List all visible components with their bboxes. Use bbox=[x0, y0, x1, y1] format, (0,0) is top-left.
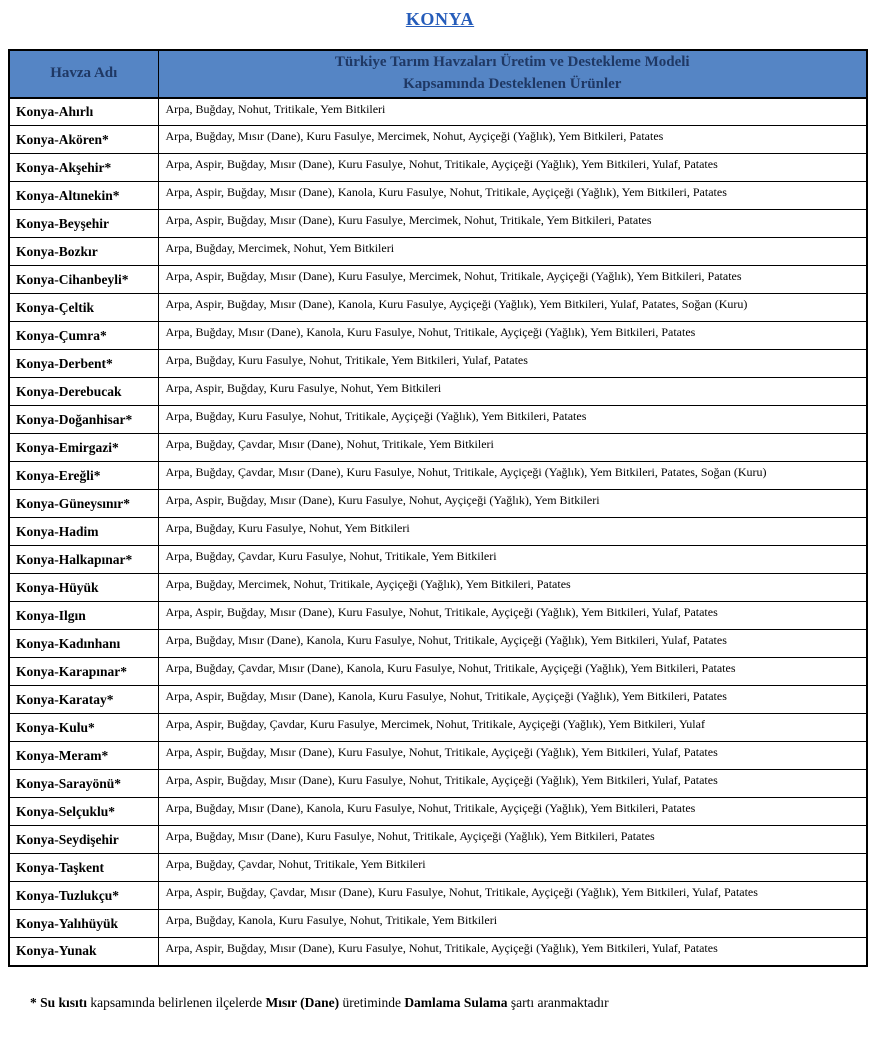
table-row bbox=[9, 686, 867, 714]
footnote-segment: kapsamında belirlenen ilçelerde bbox=[87, 994, 266, 1010]
table-row bbox=[9, 714, 867, 742]
table-row bbox=[9, 882, 867, 910]
supported-products: Arpa, Buğday, Mısır (Dane), Kanola, Kuru Fasulye, Nohut, Tritikale, Ayçiçeği (Yağlık), Yem Bitkileri, Yulaf, Patates bbox=[158, 630, 867, 658]
table-row bbox=[9, 210, 867, 238]
basin-name: Konya-Karapınar* bbox=[9, 658, 158, 686]
table-row bbox=[9, 378, 867, 406]
table-row bbox=[9, 126, 867, 154]
table-row bbox=[9, 546, 867, 574]
table-row bbox=[9, 826, 867, 854]
table-row bbox=[9, 266, 867, 294]
column-header-supported-products bbox=[158, 50, 867, 98]
column-header-basin-name: Havza Adı bbox=[9, 50, 158, 98]
basin-name: Konya-Emirgazi* bbox=[9, 434, 158, 462]
table-row bbox=[9, 434, 867, 462]
basin-name: Konya-Bozkır bbox=[9, 238, 158, 266]
basin-name: Konya-Ilgın bbox=[9, 602, 158, 630]
supported-products: Arpa, Buğday, Çavdar, Kuru Fasulye, Nohut, Tritikale, Yem Bitkileri bbox=[158, 546, 867, 574]
basin-name: Konya-Cihanbeyli* bbox=[9, 266, 158, 294]
table-row bbox=[9, 462, 867, 490]
table-row bbox=[9, 182, 867, 210]
basin-name: Konya-Derebucak bbox=[9, 378, 158, 406]
table-row bbox=[9, 770, 867, 798]
table-row bbox=[9, 406, 867, 434]
supported-products: Arpa, Buğday, Kuru Fasulye, Nohut, Tritikale, Yem Bitkileri, Yulaf, Patates bbox=[158, 350, 867, 378]
basin-name: Konya-Doğanhisar* bbox=[9, 406, 158, 434]
supported-products: Arpa, Aspir, Buğday, Mısır (Dane), Kuru Fasulye, Nohut, Tritikale, Ayçiçeği (Yağlık), Yem Bitkileri, Yulaf, Patates bbox=[158, 742, 867, 770]
table-row bbox=[9, 490, 867, 518]
table-row bbox=[9, 154, 867, 182]
supported-products: Arpa, Buğday, Çavdar, Mısır (Dane), Nohut, Tritikale, Yem Bitkileri bbox=[158, 434, 867, 462]
header-products-line2: Kapsamında Desteklenen Ürünler bbox=[403, 75, 622, 92]
table-row bbox=[9, 742, 867, 770]
supported-products: Arpa, Aspir, Buğday, Mısır (Dane), Kuru Fasulye, Nohut, Ayçiçeği (Yağlık), Yem Bitkileri bbox=[158, 490, 867, 518]
basin-name: Konya-Kadınhanı bbox=[9, 630, 158, 658]
page-title bbox=[0, 0, 880, 30]
basin-name: Konya-Beyşehir bbox=[9, 210, 158, 238]
basin-name: Konya-Altınekin* bbox=[9, 182, 158, 210]
province-title-link[interactable]: KONYA bbox=[405, 9, 475, 29]
supported-products: Arpa, Buğday, Mısır (Dane), Kuru Fasulye, Mercimek, Nohut, Ayçiçeği (Yağlık), Yem Bitkileri, Patates bbox=[158, 126, 867, 154]
basin-name: Konya-Taşkent bbox=[9, 854, 158, 882]
supported-products: Arpa, Aspir, Buğday, Çavdar, Mısır (Dane), Kuru Fasulye, Nohut, Tritikale, Ayçiçeği (Yağlık), Yem Bitkileri, Yulaf, Patates bbox=[158, 882, 867, 910]
basin-name: Konya-Tuzlukçu* bbox=[9, 882, 158, 910]
table-row bbox=[9, 630, 867, 658]
basin-name: Konya-Yunak bbox=[9, 938, 158, 966]
table-row bbox=[9, 658, 867, 686]
table-row bbox=[9, 322, 867, 350]
supported-products: Arpa, Buğday, Mercimek, Nohut, Yem Bitkileri bbox=[158, 238, 867, 266]
supported-products: Arpa, Buğday, Mercimek, Nohut, Tritikale, Ayçiçeği (Yağlık), Yem Bitkileri, Patates bbox=[158, 574, 867, 602]
basin-name: Konya-Derbent* bbox=[9, 350, 158, 378]
table-row bbox=[9, 854, 867, 882]
footnote-segment: üretiminde bbox=[339, 994, 405, 1010]
footnote-bold-segment: Damlama Sulama bbox=[404, 994, 508, 1010]
supported-products: Arpa, Aspir, Buğday, Mısır (Dane), Kanola, Kuru Fasulye, Ayçiçeği (Yağlık), Yem Bitkileri, Yulaf, Patates, Soğan (Kuru) bbox=[158, 294, 867, 322]
header-row bbox=[9, 50, 867, 98]
supported-products: Arpa, Buğday, Mısır (Dane), Kuru Fasulye, Nohut, Tritikale, Ayçiçeği (Yağlık), Yem Bitkileri, Patates bbox=[158, 826, 867, 854]
basin-name: Konya-Sarayönü* bbox=[9, 770, 158, 798]
basin-name: Konya-Karatay* bbox=[9, 686, 158, 714]
table-row bbox=[9, 350, 867, 378]
table-row bbox=[9, 294, 867, 322]
supported-products: Arpa, Buğday, Mısır (Dane), Kanola, Kuru Fasulye, Nohut, Tritikale, Ayçiçeği (Yağlık), Yem Bitkileri, Patates bbox=[158, 322, 867, 350]
supported-products: Arpa, Buğday, Çavdar, Mısır (Dane), Kanola, Kuru Fasulye, Nohut, Tritikale, Ayçiçeği (Yağlık), Yem Bitkileri, Patates bbox=[158, 658, 867, 686]
basin-name: Konya-Hüyük bbox=[9, 574, 158, 602]
footnote-bold-segment: * Su kısıtı bbox=[30, 994, 88, 1010]
table-row bbox=[9, 574, 867, 602]
basin-name: Konya-Selçuklu* bbox=[9, 798, 158, 826]
basin-name: Konya-Seydişehir bbox=[9, 826, 158, 854]
basin-name: Konya-Yalıhüyük bbox=[9, 910, 158, 938]
header-products-line1: Türkiye Tarım Havzaları Üretim ve Destekleme Modeli bbox=[334, 54, 690, 70]
footnote-segment: şartı aranmaktadır bbox=[507, 994, 609, 1010]
supported-products: Arpa, Aspir, Buğday, Mısır (Dane), Kuru Fasulye, Nohut, Tritikale, Ayçiçeği (Yağlık), Yem Bitkileri, Yulaf, Patates bbox=[158, 770, 867, 798]
basin-name: Konya-Çeltik bbox=[9, 294, 158, 322]
supported-products: Arpa, Aspir, Buğday, Mısır (Dane), Kuru Fasulye, Nohut, Tritikale, Ayçiçeği (Yağlık), Yem Bitkileri, Yulaf, Patates bbox=[158, 602, 867, 630]
supported-products: Arpa, Aspir, Buğday, Mısır (Dane), Kanola, Kuru Fasulye, Nohut, Tritikale, Ayçiçeği (Yağlık), Yem Bitkileri, Patates bbox=[158, 182, 867, 210]
supported-products: Arpa, Aspir, Buğday, Mısır (Dane), Kuru Fasulye, Nohut, Tritikale, Ayçiçeği (Yağlık), Yem Bitkileri, Yulaf, Patates bbox=[158, 938, 867, 966]
basin-products-table bbox=[8, 49, 868, 967]
table-row bbox=[9, 910, 867, 938]
supported-products: Arpa, Aspir, Buğday, Mısır (Dane), Kuru Fasulye, Mercimek, Nohut, Tritikale, Ayçiçeği (Yağlık), Yem Bitkileri, Patates bbox=[158, 266, 867, 294]
table-row bbox=[9, 938, 867, 966]
basin-name: Konya-Hadim bbox=[9, 518, 158, 546]
table-row bbox=[9, 602, 867, 630]
table-row bbox=[9, 518, 867, 546]
table-row bbox=[9, 238, 867, 266]
basin-name: Konya-Akören* bbox=[9, 126, 158, 154]
table-row bbox=[9, 798, 867, 826]
basin-name: Konya-Halkapınar* bbox=[9, 546, 158, 574]
supported-products: Arpa, Buğday, Kanola, Kuru Fasulye, Nohut, Tritikale, Yem Bitkileri bbox=[158, 910, 867, 938]
table-row bbox=[9, 98, 867, 126]
supported-products: Arpa, Aspir, Buğday, Kuru Fasulye, Nohut, Yem Bitkileri bbox=[158, 378, 867, 406]
supported-products: Arpa, Buğday, Mısır (Dane), Kanola, Kuru Fasulye, Nohut, Tritikale, Ayçiçeği (Yağlık), Yem Bitkileri, Patates bbox=[158, 798, 867, 826]
supported-products: Arpa, Buğday, Çavdar, Mısır (Dane), Kuru Fasulye, Nohut, Tritikale, Ayçiçeği (Yağlık), Yem Bitkileri, Patates, Soğan (Kuru) bbox=[158, 462, 867, 490]
supported-products: Arpa, Buğday, Çavdar, Nohut, Tritikale, Yem Bitkileri bbox=[158, 854, 867, 882]
supported-products: Arpa, Aspir, Buğday, Mısır (Dane), Kuru Fasulye, Nohut, Tritikale, Ayçiçeği (Yağlık), Yem Bitkileri, Yulaf, Patates bbox=[158, 154, 867, 182]
basin-name: Konya-Çumra* bbox=[9, 322, 158, 350]
footnote-bold-segment: Mısır (Dane) bbox=[265, 994, 340, 1010]
basin-name: Konya-Ereğli* bbox=[9, 462, 158, 490]
supported-products: Arpa, Aspir, Buğday, Mısır (Dane), Kuru Fasulye, Mercimek, Nohut, Tritikale, Yem Bitkileri, Patates bbox=[158, 210, 867, 238]
supported-products: Arpa, Buğday, Kuru Fasulye, Nohut, Yem Bitkileri bbox=[158, 518, 867, 546]
supported-products: Arpa, Buğday, Nohut, Tritikale, Yem Bitkileri bbox=[158, 98, 867, 126]
table-header bbox=[9, 50, 867, 98]
footnote bbox=[30, 995, 880, 1011]
supported-products: Arpa, Aspir, Buğday, Çavdar, Kuru Fasulye, Mercimek, Nohut, Tritikale, Ayçiçeği (Yağlık), Yem Bitkileri, Yulaf bbox=[158, 714, 867, 742]
basin-name: Konya-Kulu* bbox=[9, 714, 158, 742]
basin-name: Konya-Güneysınır* bbox=[9, 490, 158, 518]
table-body bbox=[9, 98, 867, 966]
supported-products: Arpa, Buğday, Kuru Fasulye, Nohut, Tritikale, Ayçiçeği (Yağlık), Yem Bitkileri, Patates bbox=[158, 406, 867, 434]
basin-name: Konya-Meram* bbox=[9, 742, 158, 770]
supported-products: Arpa, Aspir, Buğday, Mısır (Dane), Kanola, Kuru Fasulye, Nohut, Tritikale, Ayçiçeği (Yağlık), Yem Bitkileri, Patates bbox=[158, 686, 867, 714]
basin-name: Konya-Akşehir* bbox=[9, 154, 158, 182]
basin-name: Konya-Ahırlı bbox=[9, 98, 158, 126]
